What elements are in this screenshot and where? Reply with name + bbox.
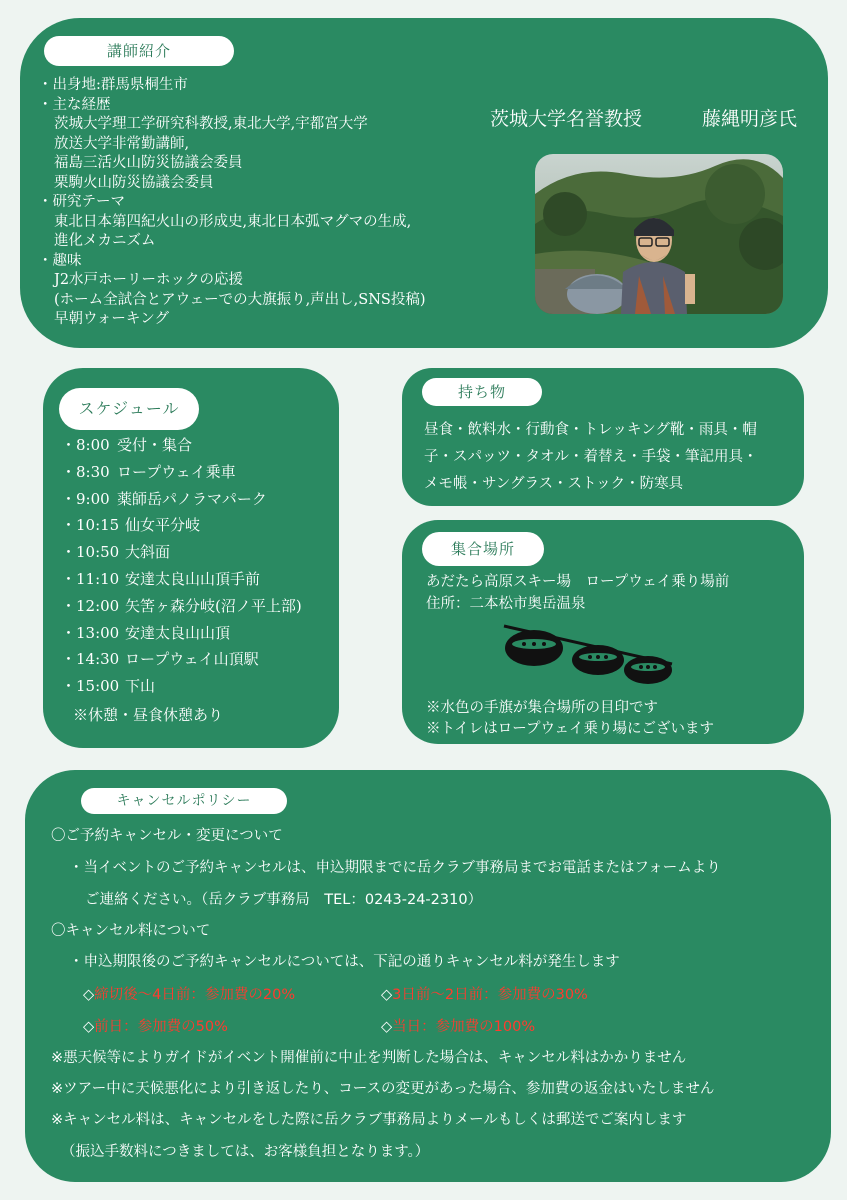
fee-item — [83, 1015, 228, 1036]
meeting-note: ※トイレはロープウェイ乗り場にございます — [426, 721, 714, 737]
schedule-item — [61, 622, 230, 643]
fee-text: 3日前～2日前：参加費の30% — [392, 987, 588, 1003]
schedule-time: ・14:30 — [61, 650, 120, 669]
cancel-text: ・当イベントのご予約キャンセルは、申込期限までに岳クラブ事務局までお電話またはフォームより — [69, 860, 721, 876]
schedule-label: 受付・集合 — [117, 436, 193, 454]
fee-text: 当日：参加費の100% — [392, 1019, 536, 1035]
schedule-label: ロープウェイ山頂駅 — [125, 650, 259, 669]
schedule-item — [61, 434, 192, 455]
belongings-line: メモ帳・サングラス・ストック・防寒具 — [424, 476, 684, 492]
schedule-panel — [43, 368, 339, 748]
schedule-label: 矢筈ヶ森分岐(沼ノ平上部) — [125, 596, 302, 615]
cancel-note: ※ツアー中に天候悪化により引き返したり、コースの変更があった場合、参加費の返金はいたしません — [51, 1081, 715, 1097]
cancel-section-title: 〇ご予約キャンセル・変更について — [51, 828, 283, 844]
schedule-heading: スケジュール — [59, 388, 199, 430]
cancel-policy-panel — [25, 770, 831, 1182]
schedule-item — [61, 568, 260, 589]
belongings-heading: 持ち物 — [422, 378, 542, 406]
instructor-line: 進化メカニズム — [54, 233, 156, 249]
cancel-section-title: 〇キャンセル料について — [51, 923, 211, 939]
instructor-line: ・主な経歴 — [38, 96, 111, 113]
instructor-line: ・研究テーマ — [38, 194, 125, 210]
diamond-icon: ◇ — [381, 987, 393, 1003]
schedule-time: ・15:00 — [61, 677, 120, 696]
schedule-time: ・10:50 — [61, 543, 120, 562]
instructor-line: J2水戸ホーリーホックの応援 — [54, 272, 244, 288]
schedule-time: ・11:10 — [61, 570, 120, 588]
diamond-icon: ◇ — [381, 1019, 393, 1035]
schedule-time: ・13:00 — [61, 623, 120, 642]
cancel-heading: キャンセルポリシー — [81, 788, 287, 814]
belongings-line: 子・スパッツ・タオル・着替え・手袋・筆記用具・ — [424, 449, 758, 465]
schedule-label: 安達太良山山頂 — [125, 623, 231, 642]
fee-text: 前日：参加費の50% — [94, 1019, 228, 1035]
schedule-item — [61, 595, 302, 616]
meeting-note: ※水色の手旗が集合場所の目印です — [426, 700, 658, 716]
schedule-item — [61, 514, 200, 535]
cancel-note: ※悪天候等によりガイドがイベント開催前に中止を判断した場合は、キャンセル料はかかりません — [51, 1050, 687, 1066]
instructor-line: 栗駒火山防災協議会委員 — [54, 174, 214, 191]
meeting-address: 住所：二本松市奥岳温泉 — [426, 596, 586, 612]
cancel-text: ご連絡ください。（岳クラブ事務局 TEL：0243-24-2310） — [85, 892, 483, 908]
instructor-photo — [535, 154, 783, 314]
instructor-line: 茨城大学理工学研究科教授,東北大学,宇都宮大学 — [54, 116, 368, 132]
schedule-item — [61, 461, 236, 482]
schedule-label: 下山 — [125, 677, 156, 696]
instructor-title: 茨城大学名誉教授 — [490, 108, 643, 130]
instructor-line: 東北日本第四紀火山の形成史,東北日本弧マグマの生成, — [54, 213, 412, 230]
schedule-time: ・10:15 — [61, 516, 120, 535]
schedule-label: 大斜面 — [125, 543, 171, 562]
instructor-panel — [20, 18, 828, 348]
schedule-item — [61, 648, 259, 669]
instructor-line: (ホーム全試合とアウェーでの大旗振り,声出し,SNS投稿) — [54, 291, 426, 308]
instructor-heading: 講師紹介 — [44, 36, 234, 66]
diamond-icon: ◇ — [83, 1019, 95, 1035]
photo-illustration — [535, 154, 783, 314]
schedule-note: ※休憩・昼食休憩あり — [73, 706, 224, 724]
diamond-icon: ◇ — [83, 987, 95, 1003]
belongings-panel — [402, 368, 804, 506]
instructor-name: 藤縄明彦氏 — [702, 108, 798, 130]
schedule-time: ・12:00 — [61, 596, 120, 615]
meeting-heading: 集合場所 — [422, 532, 544, 566]
schedule-item — [61, 541, 170, 562]
fee-item — [381, 1015, 535, 1036]
schedule-time: ・8:00 — [61, 436, 110, 454]
fee-text: 締切後～4日前：参加費の20% — [94, 987, 296, 1003]
cancel-note: ※キャンセル料は、キャンセルをした際に岳クラブ事務局よりメールもしくは郵送でご案内します — [51, 1112, 687, 1128]
instructor-line: ・趣味 — [38, 252, 82, 269]
schedule-item — [61, 675, 155, 696]
schedule-label: 安達太良山山頂手前 — [125, 570, 261, 588]
cancel-text: ・申込期限後のご予約キャンセルについては、下記の通りキャンセル料が発生します — [69, 954, 620, 970]
fee-item — [83, 983, 295, 1004]
meeting-place: あだたら高原スキー場 ロープウェイ乗り場前 — [426, 574, 730, 590]
cancel-note: （振込手数料につきましては、お客様負担となります。） — [61, 1144, 430, 1160]
belongings-line: 昼食・飲料水・行動食・トレッキング靴・雨具・帽 — [424, 422, 757, 438]
meeting-panel — [402, 520, 804, 744]
schedule-label: 薬師岳パノラマパーク — [117, 489, 267, 508]
instructor-line: ・出身地:群馬県桐生市 — [38, 77, 188, 93]
fee-item — [381, 983, 588, 1004]
schedule-label: 仙女平分岐 — [125, 516, 201, 535]
schedule-label: ロープウェイ乗車 — [117, 462, 236, 481]
instructor-line: 放送大学非常勤講師, — [54, 135, 190, 152]
schedule-item — [61, 488, 267, 509]
instructor-line: 福島三活火山防災協議会委員 — [54, 155, 243, 171]
schedule-time: ・8:30 — [61, 462, 110, 481]
schedule-time: ・9:00 — [61, 489, 110, 508]
instructor-line: 早朝ウォーキング — [54, 311, 169, 327]
ropeway-gondola-icon — [500, 620, 676, 686]
